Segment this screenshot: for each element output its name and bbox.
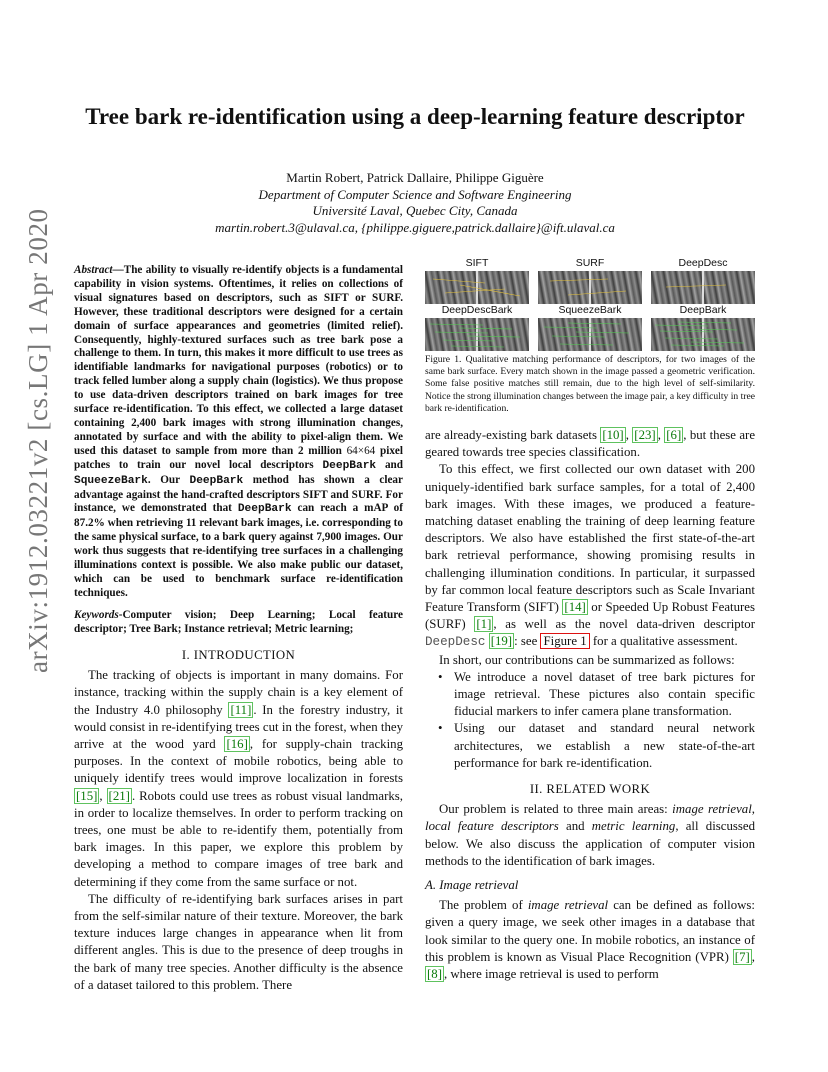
citation-link[interactable]: [21] (108, 788, 130, 803)
related-work-heading: II. RELATED WORK (529, 782, 651, 797)
keywords-label: Keywords (74, 609, 119, 621)
figure-panel-deepbark (651, 304, 755, 351)
image-retrieval-paragraph: The problem of image retrieval can be defined as follows: given a query image, we seek other images in a database that look similar to the query one. In mobile robotics, an instance of this problem is known as Visual Place Recognition (VPR) [7] , [8] , where image retrieval is used to perform (425, 898, 755, 982)
panel-label: SURF (575, 257, 605, 269)
subsection-heading: A. Image retrieval (425, 878, 519, 893)
deepdesc-name: DeepDesc (425, 635, 486, 650)
citation-link[interactable]: [1] (476, 617, 492, 632)
method-name: DeepBark (189, 474, 244, 487)
bark-match-image (651, 271, 755, 304)
bark-match-image (538, 271, 642, 304)
abstract-text: method has shown a clear advantage against the hand-crafted descriptors SIFT and SURF. For instance, we demonstrated that (74, 473, 403, 515)
author-names: Martin Robert, Patrick Dallaire, Philippe Giguère (286, 170, 544, 185)
abstract-text: —The ability to visually re-identify objects is a fundamental capability in vision systems. Oftentimes, it relies on collections of visual signatures based on descriptors, such as SIFT or SURF. However, these traditional descriptors were designed for a certain domain of surface appearances and geometries (limited relief). Consequently, highly-textured surfaces such as tree bark pose a challenge to them. In turn, this makes it more difficult to use trees as identifiable landmarks for navigational purposes (robotics) or to track felled lumber along a supply chain (logistics). We thus propose to use data-driven descriptors trained on bark images for tree surface re-identification. To this effect, we collected a large dataset containing 2,400 bark images with strong illumination changes, annotated by surface and with the ability to pixel-align them. We used this dataset to sample from more than 2 million (74, 264, 403, 457)
citation-link[interactable]: [10] (602, 428, 624, 442)
figure-caption: Figure 1. Qualitative matching performance of descriptors, for two images of the same bark surface. Every match shown in the image passed a geometric verification. Some false positive matches still remain, due to the high level of self-similarity. Notice the strong illumination changes between the image pair, a key difficulty in tree bark re-identification. (425, 354, 755, 414)
panel-label: DeepBark (679, 304, 727, 316)
citation-link[interactable]: [15] (76, 788, 98, 803)
author-department: Department of Computer Science and Software Engineering (258, 186, 572, 202)
intro-heading: I. INTRODUCTION (181, 648, 296, 662)
list-item: • We introduce a novel dataset of tree bark pictures for image retrieval. These pictures also contain specific fiducial markers to infer camera plane transformation. (425, 669, 755, 721)
abstract (74, 264, 403, 601)
abstract-text: . Our (147, 473, 190, 486)
figure-1 (425, 257, 755, 357)
citation-link[interactable]: [8] (427, 967, 442, 982)
contribution-list (425, 669, 755, 772)
abstract-text: pixel patches to train our novel local descriptors (74, 444, 404, 471)
right-paragraph-2: In short, our contributions can be summarized as follows: (439, 652, 735, 667)
citation-link[interactable]: [11] (230, 702, 252, 717)
author-university: Université Laval, Quebec City, Canada (312, 203, 518, 218)
list-item: • Using our dataset and standard neural network architectures, we establish a new state-of-the-art performance for bark re-identification. (425, 720, 755, 772)
related-work-paragraph: Our problem is related to three main areas: image retrieval, local feature descriptors and metric learning, all discussed below. We also discuss the application of computer vision methods to the identification of bark images. (425, 802, 756, 868)
bark-match-image (425, 271, 529, 304)
intro-section (74, 647, 403, 994)
panel-label: SIFT (465, 257, 489, 269)
method-name: SqueezeBark (74, 474, 148, 487)
citation-link[interactable]: [7] (734, 949, 750, 964)
bark-match-image (651, 318, 755, 351)
panel-label: DeepDesc (678, 257, 728, 269)
intro-paragraph-1: The tracking of objects is important in many domains. For instance, tracking within the supply chain is a key element of the Industry 4.0 philosophy [11] . In the forestry industry, it would consist in re-identifying trees cut in the forest, when they arrive at the wood yard [16] , for supply-chain tracking purposes. In the context of mobile robotics, being able to uniquely identify trees would improve localization in forests [15] , [21] . Robots could use trees as robust visual landmarks, in order to localize themselves. In order to perform tracking on trees, one must be able to re-identify them, potentially from bark images. In this paper, we explore this problem by developing a method to compare images of tree bark and determining if they come from the same surface or not. (74, 668, 404, 889)
citation-link[interactable]: [19] (490, 634, 513, 649)
abstract-text: and (376, 458, 403, 471)
citation-link[interactable]: [23] (634, 428, 656, 442)
intro-paragraph-2: The difficulty of re-identifying bark surfaces arises in part from the self-similar nature of their texture. Moreover, the bark texture induces large changes in appearance when lit from different angles. This is due to the presence of deep troughs in the bark of many tree species. Another difficulty is the absence of a dataset tailored to this problem. There (74, 891, 403, 992)
figure-panel-sift (425, 257, 529, 304)
abstract-label: Abstract (74, 264, 113, 276)
author-block (60, 170, 770, 236)
bark-match-image (538, 318, 642, 351)
panel-label: SqueezeBark (558, 304, 622, 316)
right-paragraph-0: are already-existing bark datasets [10] , [23] , [6] , but these are geared towards tree species classification. (425, 428, 756, 460)
right-column (425, 427, 755, 983)
arxiv-stamp: arXiv:1912.03221v2 [cs.LG] 1 Apr 2020 (23, 208, 53, 673)
patch-size: 64×64 (346, 444, 376, 457)
keywords-text: -Computer vision; Deep Learning; Local feature descriptor; Tree Bark; Instance retrieval; Metric learning; (74, 609, 403, 635)
figure-panel-surf (538, 257, 642, 304)
figure-panel-deepdescbark (425, 304, 529, 351)
method-name: DeepBark (237, 503, 292, 516)
citation-link[interactable]: [14] (564, 600, 586, 615)
figure-1-link[interactable]: Figure 1 (540, 633, 589, 649)
figure-panel-deepdesc (651, 257, 755, 304)
abstract-text: can reach a mAP of 87.2% when retrieving 11 relevant bark images, i.e. corresponding to the same physical surface, to a bark query against 7,900 images. Our work thus suggests that re-identifying tree surfaces in a challenging illuminations context is possible. We also make public our dataset, which can be used to benchmark surface re-identification techniques. (74, 502, 403, 599)
citation-link[interactable]: [16] (226, 737, 248, 752)
figure-panel-squeezebark (538, 304, 642, 351)
paper-title: Tree bark re-identification using a deep-learning feature descriptor (85, 104, 745, 129)
bark-match-image (425, 318, 529, 351)
method-name: DeepBark (322, 459, 377, 472)
panel-label: DeepDescBark (441, 304, 513, 316)
author-emails[interactable]: martin.robert.3@ulaval.ca, {philippe.giguere,patrick.dallaire}@ift.ulaval.ca (215, 219, 615, 235)
right-paragraph-1: To this effect, we first collected our own dataset with 200 uniquely-identified bark surface samples, for a total of 2,400 bark images. With these images, we produced a feature-matching dataset enabling the training of deep learning feature descriptors. We also have established the first state-of-the-art bark retrieval performance, showing promising results in challenging illumination conditions. In particular, it surpassed by far common local feature descriptors such as Scale Invariant Feature Transform (SIFT) [14] or Speeded Up Robust Features (SURF) [1] , as well as the novel data-driven descriptor DeepDesc [19] : see Figure 1 for a qualitative assessment. (425, 462, 755, 650)
citation-link[interactable]: [6] (666, 428, 682, 442)
keywords (74, 609, 403, 637)
